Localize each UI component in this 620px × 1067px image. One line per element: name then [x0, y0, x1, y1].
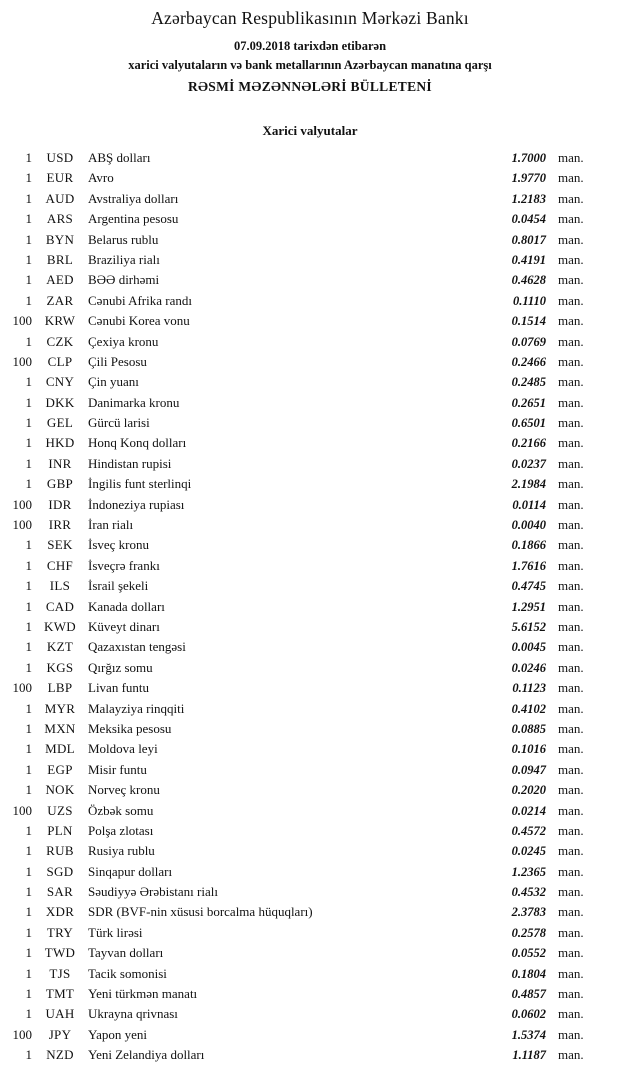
currency-code: IRR — [48, 517, 72, 533]
rate-row — [0, 739, 620, 759]
currency-code: KZT — [46, 639, 74, 655]
unit-label: man. — [558, 884, 584, 900]
quantity: 100 — [12, 496, 32, 512]
quantity: 1 — [25, 231, 32, 247]
rate-row — [0, 168, 620, 188]
rate-row — [0, 801, 620, 821]
rate-row — [0, 1045, 620, 1065]
currency-code: UAH — [45, 1006, 75, 1022]
section-title-foreign-currencies: Xarici valyutalar — [262, 123, 358, 138]
unit-label: man. — [558, 557, 584, 573]
rate-value: 0.0947 — [511, 762, 546, 777]
currency-name: Moldova leyi — [88, 741, 158, 757]
quantity: 100 — [12, 313, 32, 329]
currency-code: HKD — [45, 435, 75, 451]
currency-name: Yapon yeni — [88, 1026, 147, 1042]
currency-code: DKK — [45, 394, 75, 410]
quantity: 1 — [25, 150, 32, 165]
unit-label: man. — [558, 394, 584, 410]
rate-row — [0, 841, 620, 861]
rate-value: 0.2466 — [511, 354, 546, 369]
currency-code: INR — [48, 455, 72, 471]
unit-label: man. — [558, 415, 584, 431]
currency-code: SGD — [46, 863, 74, 879]
currency-name: İran rialı — [88, 517, 134, 533]
currency-name: Gürcü larisi — [88, 415, 150, 431]
rate-row — [0, 535, 620, 555]
currency-code: SEK — [47, 537, 73, 553]
unit-label: man. — [558, 986, 584, 1002]
currency-name: Avro — [88, 170, 114, 186]
currency-name: Belarus rublu — [88, 231, 159, 247]
rate-value: 1.1187 — [512, 1048, 546, 1063]
rate-row — [0, 760, 620, 780]
currency-name: İsrail şekeli — [88, 578, 149, 594]
currency-code: BYN — [45, 231, 75, 247]
currency-name: Rusiya rublu — [88, 843, 155, 859]
unit-label: man. — [558, 700, 584, 716]
unit-label: man. — [558, 1026, 584, 1042]
unit-label: man. — [558, 598, 584, 614]
currency-code: NZD — [46, 1047, 74, 1063]
currency-name: Küveyt dinarı — [88, 618, 160, 634]
currency-name: ABŞ dolları — [88, 150, 151, 165]
rate-row — [0, 230, 620, 250]
rate-value: 0.2020 — [511, 783, 546, 798]
rate-row — [0, 433, 620, 453]
rate-row — [0, 454, 620, 474]
quantity: 1 — [25, 761, 32, 777]
rate-row — [0, 1025, 620, 1045]
rate-value: 0.0602 — [511, 1007, 546, 1022]
currency-code: TWD — [44, 945, 76, 961]
quantity: 1 — [25, 618, 32, 634]
rate-value: 0.0885 — [511, 721, 546, 736]
unit-label: man. — [558, 1006, 584, 1022]
currency-code: BRL — [46, 251, 74, 267]
currency-name: İngilis funt sterlinqi — [88, 476, 192, 492]
rate-row — [0, 1004, 620, 1024]
currency-name: İsveç kronu — [88, 537, 150, 553]
rate-value: 0.6501 — [511, 416, 546, 431]
unit-label: man. — [558, 211, 584, 227]
unit-label: man. — [558, 618, 584, 634]
rate-row — [0, 311, 620, 331]
rate-value: 0.0552 — [511, 946, 546, 961]
quantity: 1 — [25, 945, 32, 961]
quantity: 1 — [25, 415, 32, 431]
rate-value: 1.2951 — [511, 599, 546, 614]
unit-label: man. — [558, 190, 584, 206]
unit-label: man. — [558, 231, 584, 247]
rate-row — [0, 902, 620, 922]
quantity: 1 — [25, 333, 32, 349]
rate-value: 0.4532 — [511, 885, 546, 900]
unit-label: man. — [558, 374, 584, 390]
rate-value: 0.1110 — [513, 293, 546, 308]
currency-code: TRY — [46, 924, 74, 940]
quantity: 1 — [25, 394, 32, 410]
rate-value: 0.4102 — [511, 701, 546, 716]
rate-value: 0.0114 — [512, 497, 546, 512]
unit-label: man. — [558, 822, 584, 838]
rate-row — [0, 943, 620, 963]
rate-value: 0.2651 — [511, 395, 546, 410]
currency-name: Ukrayna qrivnası — [88, 1006, 178, 1022]
rate-row — [0, 699, 620, 719]
currency-name: Qırğız somu — [88, 659, 153, 675]
rate-value: 0.1123 — [512, 681, 546, 696]
unit-label: man. — [558, 435, 584, 451]
unit-label: man. — [558, 782, 584, 798]
currency-code: GEL — [46, 415, 74, 431]
unit-label: man. — [558, 272, 584, 288]
quantity: 1 — [25, 455, 32, 471]
quantity: 1 — [25, 639, 32, 655]
unit-label: man. — [558, 720, 584, 736]
unit-label: man. — [558, 924, 584, 940]
quantity: 1 — [25, 863, 32, 879]
currency-name: BƏƏ dirhəmi — [88, 272, 160, 288]
unit-label: man. — [558, 292, 584, 308]
rate-row — [0, 372, 620, 392]
rate-row — [0, 576, 620, 596]
quantity: 1 — [25, 843, 32, 859]
rate-value: 0.1866 — [511, 538, 546, 553]
unit-label: man. — [558, 802, 584, 818]
quantity: 1 — [25, 904, 32, 920]
rate-value: 0.8017 — [511, 232, 546, 247]
quantity: 1 — [25, 272, 32, 288]
quantity: 1 — [25, 557, 32, 573]
currency-code: MYR — [44, 700, 76, 716]
currency-code: CAD — [45, 598, 75, 614]
rate-value: 0.0245 — [511, 844, 546, 859]
currency-code: CNY — [45, 374, 75, 390]
currency-code: RUB — [46, 843, 74, 859]
rate-row — [0, 515, 620, 535]
bulletin-title: RƏSMİ MƏZƏNNƏLƏRİ BÜLLETENİ — [187, 79, 432, 94]
quantity: 1 — [25, 537, 32, 553]
rates-table — [0, 148, 620, 1066]
rate-value: 0.1514 — [511, 314, 546, 329]
currency-name: Norveç kronu — [88, 782, 160, 798]
unit-label: man. — [558, 150, 584, 165]
currency-code: ZAR — [46, 292, 74, 308]
currency-code: ARS — [46, 211, 74, 227]
currency-code: CLP — [47, 353, 73, 369]
effective-date-line: 07.09.2018 tarixdən etibarən — [233, 39, 387, 53]
unit-label: man. — [558, 761, 584, 777]
currency-code: AUD — [45, 190, 75, 206]
rate-value: 2.3783 — [511, 905, 546, 920]
quantity: 1 — [25, 782, 32, 798]
rate-row — [0, 270, 620, 290]
quantity: 1 — [25, 659, 32, 675]
rate-value: 0.0040 — [511, 518, 546, 533]
currency-code: LBP — [47, 680, 73, 696]
rate-row — [0, 148, 620, 168]
rate-value: 0.4572 — [511, 823, 546, 838]
currency-name: Yeni türkmən manatı — [88, 986, 198, 1002]
rate-row — [0, 617, 620, 637]
quantity: 100 — [12, 1026, 32, 1042]
bank-title: Azərbaycan Respublikasının Mərkəzi Bankı — [151, 8, 469, 28]
rate-row — [0, 291, 620, 311]
quantity: 1 — [25, 476, 32, 492]
quantity: 1 — [25, 884, 32, 900]
currency-code: KWD — [44, 618, 76, 634]
rate-row — [0, 658, 620, 678]
currency-code: KRW — [44, 313, 76, 329]
rate-value: 1.9770 — [511, 171, 546, 186]
quantity: 1 — [25, 924, 32, 940]
rate-value: 1.5374 — [511, 1027, 546, 1042]
currency-code: TMT — [45, 986, 75, 1002]
unit-label: man. — [558, 659, 584, 675]
rate-row — [0, 923, 620, 943]
currency-name: Qazaxıstan tengəsi — [88, 639, 186, 655]
quantity: 1 — [25, 720, 32, 736]
rate-value: 0.4191 — [511, 252, 546, 267]
unit-label: man. — [558, 680, 584, 696]
quantity: 1 — [25, 700, 32, 716]
quantity: 100 — [12, 353, 32, 369]
currency-code: CZK — [46, 333, 74, 349]
currency-name: Argentina pesosu — [88, 211, 179, 227]
rate-row — [0, 189, 620, 209]
rate-row — [0, 678, 620, 698]
rate-value: 0.0246 — [511, 660, 546, 675]
rate-value: 0.4857 — [511, 987, 546, 1002]
unit-label: man. — [558, 1047, 584, 1063]
quantity: 1 — [25, 292, 32, 308]
rate-value: 0.1016 — [511, 742, 546, 757]
unit-label: man. — [558, 741, 584, 757]
currency-name: Yeni Zelandiya dolları — [88, 1047, 205, 1063]
unit-label: man. — [558, 333, 584, 349]
currency-code: XDR — [45, 904, 75, 920]
quantity: 1 — [25, 435, 32, 451]
currency-name: Cənubi Korea vonu — [88, 313, 190, 329]
rate-row — [0, 597, 620, 617]
unit-label: man. — [558, 455, 584, 471]
unit-label: man. — [558, 945, 584, 961]
rate-value: 0.0237 — [511, 456, 546, 471]
currency-name: Kanada dolları — [88, 598, 165, 614]
rate-value: 0.0769 — [511, 334, 546, 349]
currency-code: EGP — [47, 761, 73, 777]
unit-label: man. — [558, 537, 584, 553]
currency-name: Türk lirəsi — [88, 924, 143, 940]
currency-code: GBP — [46, 476, 74, 492]
rate-row — [0, 474, 620, 494]
unit-label: man. — [558, 517, 584, 533]
currency-name: SDR (BVF-nin xüsusi borcalma hüquqları) — [88, 904, 313, 920]
currency-name: Malayziya rinqqiti — [88, 700, 185, 716]
rate-value: 0.0454 — [511, 212, 546, 227]
rate-value: 0.4628 — [511, 273, 546, 288]
currency-name: Cənubi Afrika randı — [88, 292, 192, 308]
rate-row — [0, 821, 620, 841]
rate-row — [0, 250, 620, 270]
rate-value: 1.2365 — [511, 864, 546, 879]
quantity: 1 — [25, 598, 32, 614]
currency-name: Polşa zlotası — [88, 822, 154, 838]
unit-label: man. — [558, 476, 584, 492]
rate-row — [0, 862, 620, 882]
quantity: 1 — [25, 374, 32, 390]
rate-row — [0, 556, 620, 576]
rate-row — [0, 413, 620, 433]
quantity: 1 — [25, 190, 32, 206]
currency-name: Danimarka kronu — [88, 394, 180, 410]
currency-code: KGS — [46, 659, 74, 675]
quantity: 1 — [25, 741, 32, 757]
rate-row — [0, 964, 620, 984]
currency-name: Misir funtu — [88, 761, 147, 777]
quantity: 1 — [25, 1006, 32, 1022]
rate-value: 5.6152 — [511, 619, 546, 634]
currency-code: MXN — [44, 720, 76, 736]
quantity: 100 — [12, 680, 32, 696]
rate-value: 0.2578 — [511, 925, 546, 940]
unit-label: man. — [558, 251, 584, 267]
quantity: 1 — [25, 578, 32, 594]
rate-row — [0, 719, 620, 739]
currency-code: PLN — [47, 822, 73, 838]
quantity: 1 — [25, 251, 32, 267]
quantity: 100 — [12, 802, 32, 818]
currency-name: Avstraliya dolları — [88, 190, 179, 206]
currency-name: Sinqapur dolları — [88, 863, 173, 879]
bulletin-subtitle: xarici valyutaların və bank metallarının Azərbaycan manatına qarşı — [128, 58, 492, 72]
rate-row — [0, 637, 620, 657]
currency-name: Tacik somonisi — [88, 965, 167, 981]
unit-label: man. — [558, 313, 584, 329]
currency-code: ILS — [49, 578, 71, 594]
rate-value: 0.1804 — [511, 966, 546, 981]
currency-name: Çexiya kronu — [88, 333, 159, 349]
rate-row — [0, 882, 620, 902]
quantity: 1 — [25, 170, 32, 186]
currency-name: Honq Konq dolları — [88, 435, 187, 451]
rate-row — [0, 352, 620, 372]
unit-label: man. — [558, 863, 584, 879]
unit-label: man. — [558, 353, 584, 369]
currency-name: Livan funtu — [88, 680, 150, 696]
rate-row — [0, 984, 620, 1004]
currency-name: Özbək somu — [88, 802, 154, 818]
quantity: 1 — [25, 211, 32, 227]
currency-name: Çili Pesosu — [88, 353, 147, 369]
unit-label: man. — [558, 639, 584, 655]
currency-name: Çin yuanı — [88, 374, 139, 390]
quantity: 1 — [25, 986, 32, 1002]
rate-row — [0, 495, 620, 515]
quantity: 100 — [12, 517, 32, 533]
rate-row — [0, 332, 620, 352]
currency-name: İndoneziya rupiası — [88, 496, 185, 512]
quantity: 1 — [25, 965, 32, 981]
currency-code: CHF — [46, 557, 74, 573]
currency-code: IDR — [48, 496, 72, 512]
rate-value: 1.2183 — [511, 191, 546, 206]
rate-row — [0, 209, 620, 229]
unit-label: man. — [558, 965, 584, 981]
currency-code: MDL — [45, 741, 75, 757]
rate-value: 0.0214 — [511, 803, 546, 818]
rate-value: 1.7616 — [511, 558, 546, 573]
unit-label: man. — [558, 170, 584, 186]
currency-code: JPY — [48, 1026, 72, 1042]
currency-name: Tayvan dolları — [88, 945, 164, 961]
rate-value: 0.2166 — [511, 436, 546, 451]
quantity: 1 — [25, 1047, 32, 1063]
rate-value: 0.4745 — [511, 579, 546, 594]
rate-row — [0, 780, 620, 800]
unit-label: man. — [558, 843, 584, 859]
currency-code: TJS — [49, 965, 71, 981]
bulletin-header — [0, 6, 620, 96]
rate-value: 2.1984 — [511, 477, 546, 492]
quantity: 1 — [25, 822, 32, 838]
currency-name: Meksika pesosu — [88, 720, 172, 736]
unit-label: man. — [558, 496, 584, 512]
currency-code: AED — [46, 272, 74, 288]
unit-label: man. — [558, 904, 584, 920]
currency-code: NOK — [45, 782, 75, 798]
currency-name: İsveçrə frankı — [88, 557, 160, 573]
currency-code: USD — [46, 150, 74, 165]
currency-name: Hindistan rupisi — [88, 455, 172, 471]
currency-code: EUR — [46, 170, 74, 186]
currency-code: SAR — [46, 884, 74, 900]
rate-row — [0, 393, 620, 413]
currency-name: Braziliya rialı — [88, 251, 160, 267]
currency-code: UZS — [47, 802, 73, 818]
rate-value: 0.0045 — [511, 640, 546, 655]
rate-value: 1.7000 — [511, 151, 546, 165]
currency-name: Səudiyyə Ərəbistanı rialı — [88, 884, 218, 900]
unit-label: man. — [558, 578, 584, 594]
rate-value: 0.2485 — [511, 375, 546, 390]
